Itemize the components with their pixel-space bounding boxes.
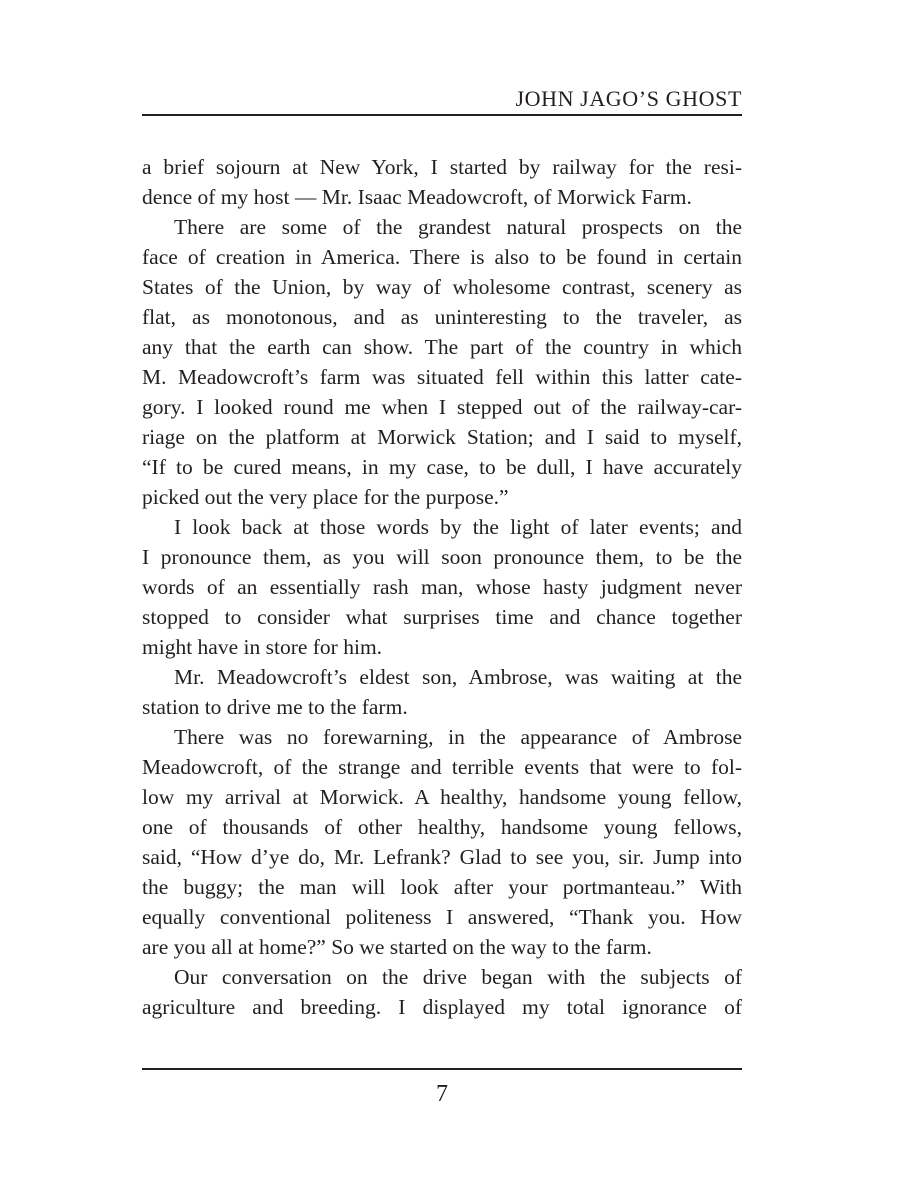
text-line: station to drive me to the farm. <box>142 695 408 719</box>
text-line: stopped to consider what surprises time and chance together <box>142 605 742 629</box>
text-line: are you all at home?” So we started on the way to the farm. <box>142 935 652 959</box>
text-line: There was no forewarning, in the appearance of Ambrose <box>174 725 742 749</box>
text-line: the buggy; the man will look after your portmanteau.” With <box>142 875 742 899</box>
page-number: 7 <box>436 1081 448 1107</box>
text-line: riage on the platform at Morwick Station; and I said to myself, <box>142 425 742 449</box>
text-line: gory. I looked round me when I stepped out of the railway-car- <box>142 395 742 419</box>
text-line: words of an essentially rash man, whose hasty judgment never <box>142 575 742 599</box>
running-head: JOHN JAGO’S GHOST <box>515 86 742 111</box>
text-line: said, “How d’ye do, Mr. Lefrank? Glad to see you, sir. Jump into <box>142 845 742 869</box>
text-line: “If to be cured means, in my case, to be dull, I have accurately <box>142 455 742 479</box>
text-line: Mr. Meadowcroft’s eldest son, Ambrose, was waiting at the <box>174 665 742 689</box>
text-line: one of thousands of other healthy, handsome young fellows, <box>142 815 742 839</box>
text-line: Our conversation on the drive began with the subjects of <box>174 965 742 989</box>
text-line: States of the Union, by way of wholesome contrast, scenery as <box>142 275 742 299</box>
text-line: any that the earth can show. The part of the country in which <box>142 335 742 359</box>
text-line: I look back at those words by the light of later events; and <box>174 515 742 539</box>
text-line: low my arrival at Morwick. A healthy, handsome young fellow, <box>142 785 742 809</box>
text-line: picked out the very place for the purpose.” <box>142 485 509 509</box>
text-line: Meadowcroft, of the strange and terrible events that were to fol- <box>142 755 742 779</box>
text-line: I pronounce them, as you will soon pronounce them, to be the <box>142 545 742 569</box>
text-line: flat, as monotonous, and as uninteresting to the traveler, as <box>142 305 742 329</box>
text-line: a brief sojourn at New York, I started by railway for the resi- <box>142 155 742 179</box>
text-line: face of creation in America. There is also to be found in certain <box>142 245 742 269</box>
text-line: M. Meadowcroft’s farm was situated fell within this latter cate- <box>142 365 742 389</box>
text-line: agriculture and breeding. I displayed my total ignorance of <box>142 995 742 1019</box>
footer-rule <box>142 1068 742 1070</box>
text-line: There are some of the grandest natural prospects on the <box>174 215 742 239</box>
body-text <box>142 152 742 1022</box>
header-rule <box>142 114 742 116</box>
text-line: dence of my host — Mr. Isaac Meadowcroft, of Morwick Farm. <box>142 185 692 209</box>
text-line: equally conventional politeness I answered, “Thank you. How <box>142 905 742 929</box>
text-line: might have in store for him. <box>142 635 383 659</box>
